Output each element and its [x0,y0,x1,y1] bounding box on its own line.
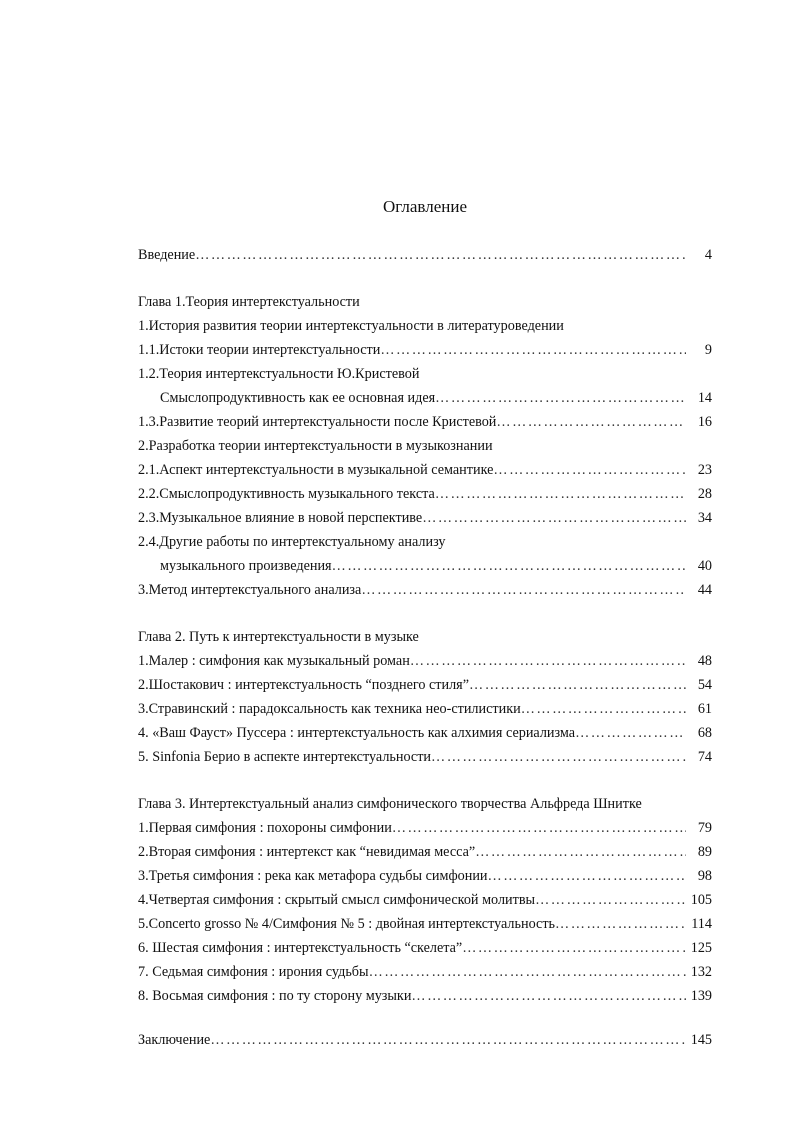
entry-text: 3.Стравинский : парадоксальность как техника нео-стилистики [138,701,521,717]
heading-text: Глава 2. Путь к интертекстуальности в музыке [138,629,419,645]
entry-text: 1.2.Теория интертекстуальности Ю.Кристевой [138,366,420,382]
entry-text: 3.Третья симфония : река как метафора судьбы симфонии [138,868,488,884]
page-number: 125 [690,940,712,956]
entry-text: 2.1.Аспект интертекстуальности в музыкальной семантике [138,462,494,478]
page-number: 48 [697,653,712,669]
page-number: 98 [697,868,712,884]
dot-leader [496,410,686,434]
entry-text: Введение [138,247,196,263]
dot-leader [488,864,686,888]
entry-text: 1.3.Развитие теорий интертекстуальности после Кристевой [138,414,497,430]
toc-entry [138,888,712,912]
entry-text: 1.1.Истоки теории интертекстуальности [138,342,381,358]
entry-text: Заключение [138,1032,211,1048]
dot-leader [475,840,686,864]
page-number: 61 [697,701,712,717]
chapter-1-heading [138,290,712,314]
toc-entry [138,912,712,936]
page-number: 68 [697,725,712,741]
dot-leader [392,816,686,840]
toc-entry [138,649,712,673]
dot-leader [535,888,686,912]
page-number: 74 [697,749,712,765]
page-number: 9 [704,342,712,358]
toc-entry [138,362,712,386]
toc-entry [138,578,712,602]
toc-entry [138,745,712,769]
page-number: 14 [697,390,712,406]
dot-leader [422,506,686,530]
dot-leader [493,458,686,482]
entry-text: 2.Шостакович : интертекстуальность “позднего стиля” [138,677,470,693]
page-title: Оглавление [383,197,467,216]
entry-text: 2.3.Музыкальное влияние в новой перспективе [138,510,423,526]
toc-entry-conclusion [138,1028,712,1052]
entry-text: 5. Sinfonia Берио в аспекте интертекстуальности [138,749,432,765]
entry-text: 5.Concerto grosso № 4/Симфония № 5 : двойная интертекстуальность [138,916,555,932]
page-number: 89 [697,844,712,860]
dot-leader [195,243,686,267]
dot-leader [332,554,686,578]
dot-leader [435,482,686,506]
page-number: 23 [697,462,712,478]
toc-entry [138,314,712,338]
page-number: 145 [690,1032,712,1048]
entry-text: 7. Седьмая симфония : ирония судьбы [138,964,369,980]
page-number: 105 [690,892,712,908]
dot-leader [435,386,686,410]
toc-entry [138,482,712,506]
table-of-contents [138,243,712,1052]
entry-text: 8. Восьмая симфония : по ту сторону музыки [138,988,412,1004]
toc-entry [138,960,712,984]
entry-text: 6. Шестая симфония : интертекстуальность “скелета” [138,940,463,956]
entry-text: 2.2.Смыслопродуктивность музыкального текста [138,486,435,502]
entry-text: 1.Малер : симфония как музыкальный роман [138,653,410,669]
page-number: 139 [690,988,712,1004]
entry-text: 1.Первая симфония : похороны симфонии [138,820,392,836]
toc-entry [138,721,712,745]
toc-entry [138,984,712,1008]
entry-text: музыкального произведения [160,558,332,574]
toc-entry [138,816,712,840]
toc-entry [138,864,712,888]
dot-leader [410,649,686,673]
toc-entry [138,554,712,578]
entry-text: Смыслопродуктивность как ее основная идея [160,390,436,406]
entry-text: 2.Вторая симфония : интертекст как “невидимая месса” [138,844,476,860]
toc-entry [138,434,712,458]
page-number: 54 [697,677,712,693]
chapter-3-heading [138,792,712,816]
toc-entry [138,840,712,864]
page-number: 114 [691,916,712,932]
page-number: 132 [690,964,712,980]
heading-text: Глава 3. Интертекстуальный анализ симфонического творчества Альфреда Шнитке [138,796,642,812]
page-number: 28 [697,486,712,502]
toc-entry [138,697,712,721]
dot-leader [555,912,686,936]
dot-leader [369,960,686,984]
entry-text: 2.Разработка теории интертекстуальности в музыкознании [138,438,493,454]
dot-leader [575,721,686,745]
entry-text: 4.Четвертая симфония : скрытый смысл симфонической молитвы [138,892,536,908]
entry-text: 2.4.Другие работы по интертекстуальному анализу [138,534,446,550]
dot-leader [469,673,686,697]
entry-text: 1.История развития теории интертекстуальности в литературоведении [138,318,564,334]
toc-entry [138,673,712,697]
chapter-2-heading [138,625,712,649]
dot-leader [380,338,686,362]
page-number: 4 [704,247,712,263]
toc-entry [138,506,712,530]
dot-leader [411,984,686,1008]
page-number: 16 [697,414,712,430]
toc-entry [138,530,712,554]
dot-leader [521,697,686,721]
toc-entry [138,410,712,434]
dot-leader [210,1028,686,1052]
toc-entry [138,936,712,960]
dot-leader [361,578,686,602]
toc-entry [138,458,712,482]
page-number: 79 [697,820,712,836]
entry-text: 4. «Ваш Фауст» Пуссера : интертекстуальность как алхимия сериализма [138,725,576,741]
page-number: 40 [697,558,712,574]
toc-entry [138,386,712,410]
toc-entry [138,338,712,362]
page-number: 44 [697,582,712,598]
heading-text: Глава 1.Теория интертекстуальности [138,294,360,310]
dot-leader [431,745,686,769]
dot-leader [462,936,686,960]
toc-entry-introduction [138,243,712,267]
entry-text: 3.Метод интертекстуального анализа [138,582,362,598]
page-number: 34 [697,510,712,526]
